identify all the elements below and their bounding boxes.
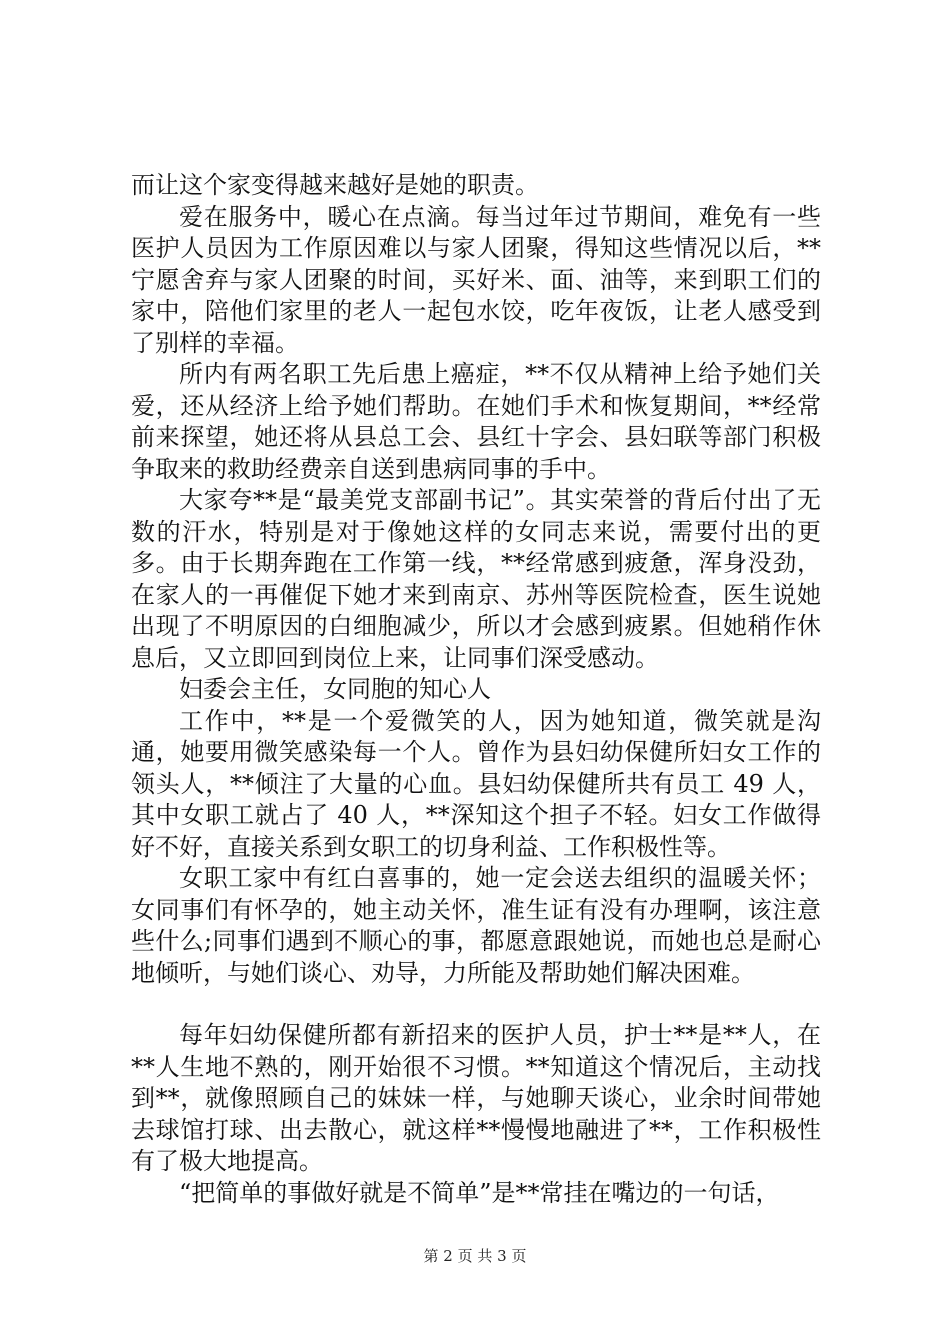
document-body: [131, 170, 821, 1209]
paragraph-new-nurse: 每年妇幼保健所都有新招来的医护人员，护士**是**人，在**人生地不熟的，刚开始很不习惯。**知道这个情况后，主动找到**，就像照顾自己的妹妹一样，与她聊天谈心，业余时间带她去球馆打球、出去散心，就这样**慢慢地融进了**，工作积极性有了极大地提高。: [131, 1021, 821, 1175]
page-number-footer: 第 2 页 共 3 页: [423, 1247, 527, 1265]
paragraph-cancer-support: 所内有两名职工先后患上癌症，**不仅从精神上给予她们关爱，还从经济上给予她们帮助。在她们手术和恢复期间，**经常前来探望，她还将从县总工会、县红十字会、县妇联等部门积极争取来的救助经费亲自送到患病同事的手中。: [131, 360, 821, 483]
paragraph-care-in-service: 爱在服务中，暖心在点滴。每当过年过节期间，难免有一些医护人员因为工作原因难以与家人团聚，得知这些情况以后，**宁愿舍弃与家人团聚的时间，买好米、面、油等，来到职工们的家中，陪他们家里的老人一起包水饺，吃年夜饭，让老人感受到了别样的幸福。: [131, 202, 821, 357]
paragraph-best-party-secretary: 大家夸**是“最美党支部副书记”。其实荣誉的背后付出了无数的汗水，特别是对于像她这样的女同志来说，需要付出的更多。由于长期奔跑在工作第一线，**经常感到疲惫，浑身没劲，在家人的一再催促下她才来到南京、苏州等医院检查，医生说她出现了不明原因的白细胞减少，所以才会感到疲累。但她稍作休息后，又立即回到岗位上来，让同事们深受感动。: [131, 486, 821, 672]
paragraph-female-staff-care: 女职工家中有红白喜事的，她一定会送去组织的温暖关怀；女同事们有怀孕的，她主动关怀，准生证有没有办理啊，该注意些什么;同事们遇到不顺心的事，都愿意跟她说，而她也总是耐心地倾听，与她们谈心、劝导，力所能及帮助她们解决困难。: [131, 864, 821, 987]
paragraph-smile-at-work: 工作中，**是一个爱微笑的人，因为她知道，微笑就是沟通，她要用微笑感染每一个人。曾作为县妇幼保健所妇女工作的领头人，**倾注了大量的心血。县妇幼保健所共有员工 49 人，其中女职工就占了 40 人，**深知这个担子不轻。妇女工作做得好不好，直接关系到女职工的切身利益、工作积极性等。: [131, 706, 821, 861]
section-heading-womens-committee: 妇委会主任，女同胞的知心人: [179, 675, 491, 703]
paragraph-simple-things-quote: “把简单的事做好就是不简单”是**常挂在嘴边的一句话，: [179, 1178, 780, 1207]
paragraph-continuation: 而让这个家变得越来越好是她的职责。: [131, 171, 539, 199]
